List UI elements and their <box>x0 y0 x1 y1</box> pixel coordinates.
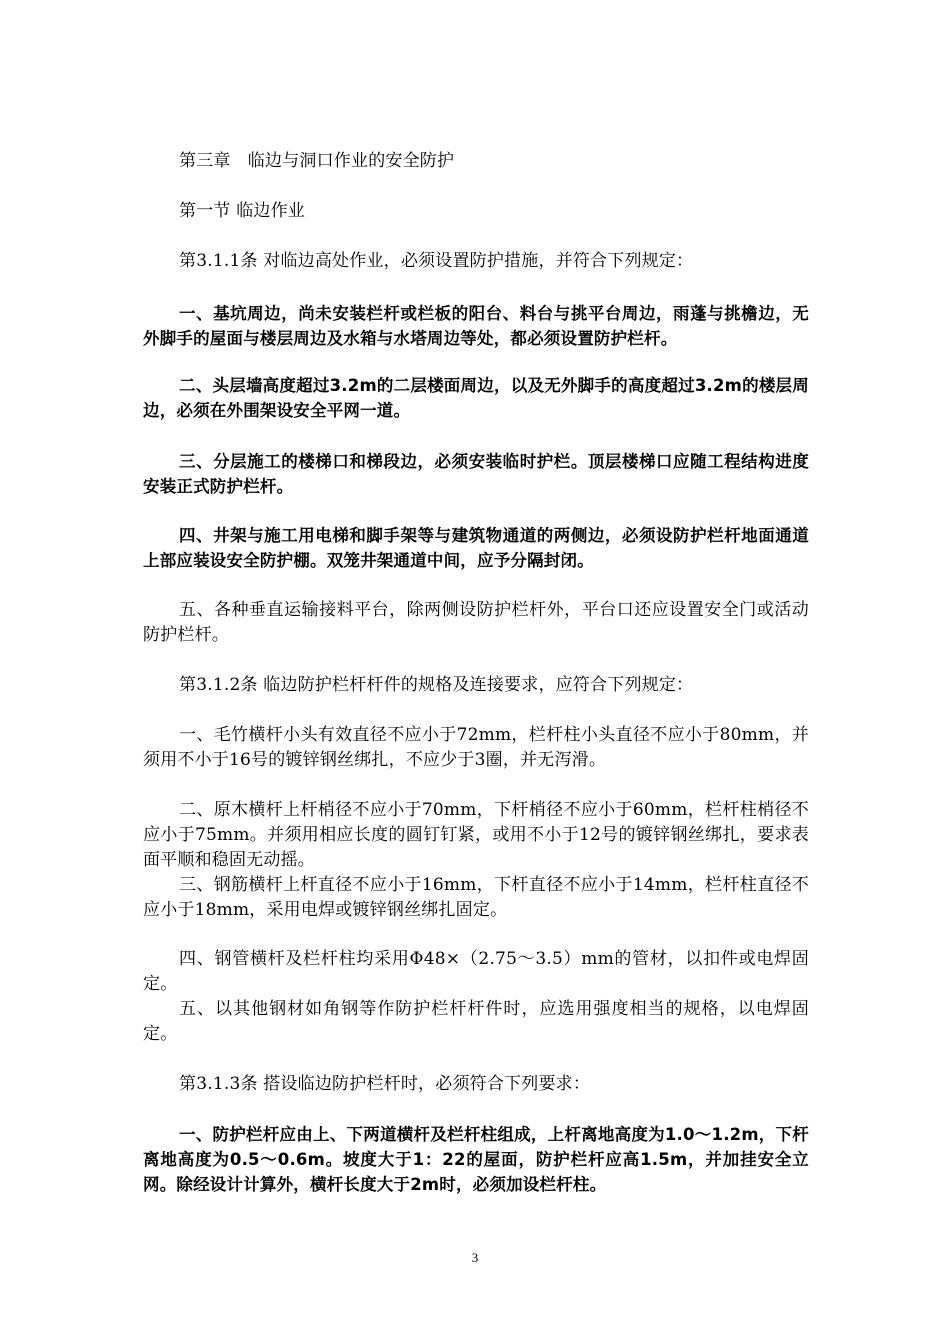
page-number: 3 <box>471 1250 479 1265</box>
article-311-heading: 第3.1.1条 对临边高处作业，必须设置防护措施，并符合下列规定： <box>179 251 694 271</box>
article-312-item-2: 二、原木横杆上杆梢径不应小于70mm，下杆梢径不应小于60mm，栏杆柱梢径不应小于75mm。并须用相应长度的圆钉钉紧，或用不小于12号的镀锌钢丝绑扎，要求表面平顺和稳固无动摇。 <box>143 800 809 870</box>
chapter-title: 第三章 临边与洞口作业的安全防护 <box>179 151 455 171</box>
article-311-item-3: 三、分层施工的楼梯口和梯段边，必须安装临时护栏。顶层楼梯口应随工程结构进度安装正式防护栏杆。 <box>143 452 809 496</box>
article-311-item-2: 二、头层墙高度超过3.2m的二层楼面周边，以及无外脚手的高度超过3.2m的楼层周边，必须在外围架设安全平网一道。 <box>143 376 809 420</box>
article-312-heading: 第3.1.2条 临边防护栏杆杆件的规格及连接要求，应符合下列规定： <box>179 675 694 695</box>
article-312-item-5: 五、以其他钢材如角钢等作防护栏杆杆件时，应选用强度相当的规格，以电焊固定。 <box>143 999 809 1044</box>
article-312-item-1: 一、毛竹横杆小头有效直径不应小于72mm，栏杆柱小头直径不应小于80mm，并须用不小于16号的镀锌钢丝绑扎，不应少于3圈，并无泻滑。 <box>143 725 809 770</box>
article-312-item-4: 四、钢管横杆及栏杆柱均采用Φ48×（2.75～3.5）mm的管材，以扣件或电焊固定。 <box>143 949 809 994</box>
article-313-heading: 第3.1.3条 搭设临边防护栏杆时，必须符合下列要求： <box>179 1074 591 1094</box>
article-311-item-4: 四、井架与施工用电梯和脚手架等与建筑物通道的两侧边，必须设防护栏杆地面通道上部应装设安全防护棚。双笼井架通道中间，应予分隔封闭。 <box>143 526 809 570</box>
article-313-item-1: 一、防护栏杆应由上、下两道横杆及栏杆柱组成，上杆离地高度为1.0～1.2m，下杆离地高度为0.5～0.6m。坡度大于1：22的屋面，防护栏杆应高1.5m，并加挂安全立网。除经设计计算外，横杆长度大于2m时，必须加设栏杆柱。 <box>143 1125 809 1194</box>
article-311-item-5: 五、各种垂直运输接料平台，除两侧设防护栏杆外，平台口还应设置安全门或活动防护栏杆。 <box>143 600 809 645</box>
article-311-item-1: 一、基坑周边，尚未安装栏杆或栏板的阳台、料台与挑平台周边，雨蓬与挑檐边，无外脚手的屋面与楼层周边及水箱与水塔周边等处，都必须设置防护栏杆。 <box>143 304 809 348</box>
article-312-item-3: 三、钢筋横杆上杆直径不应小于16mm，下杆直径不应小于14mm，栏杆柱直径不应小于18mm，采用电焊或镀锌钢丝绑扎固定。 <box>143 875 809 920</box>
section-title: 第一节 临边作业 <box>179 201 306 221</box>
